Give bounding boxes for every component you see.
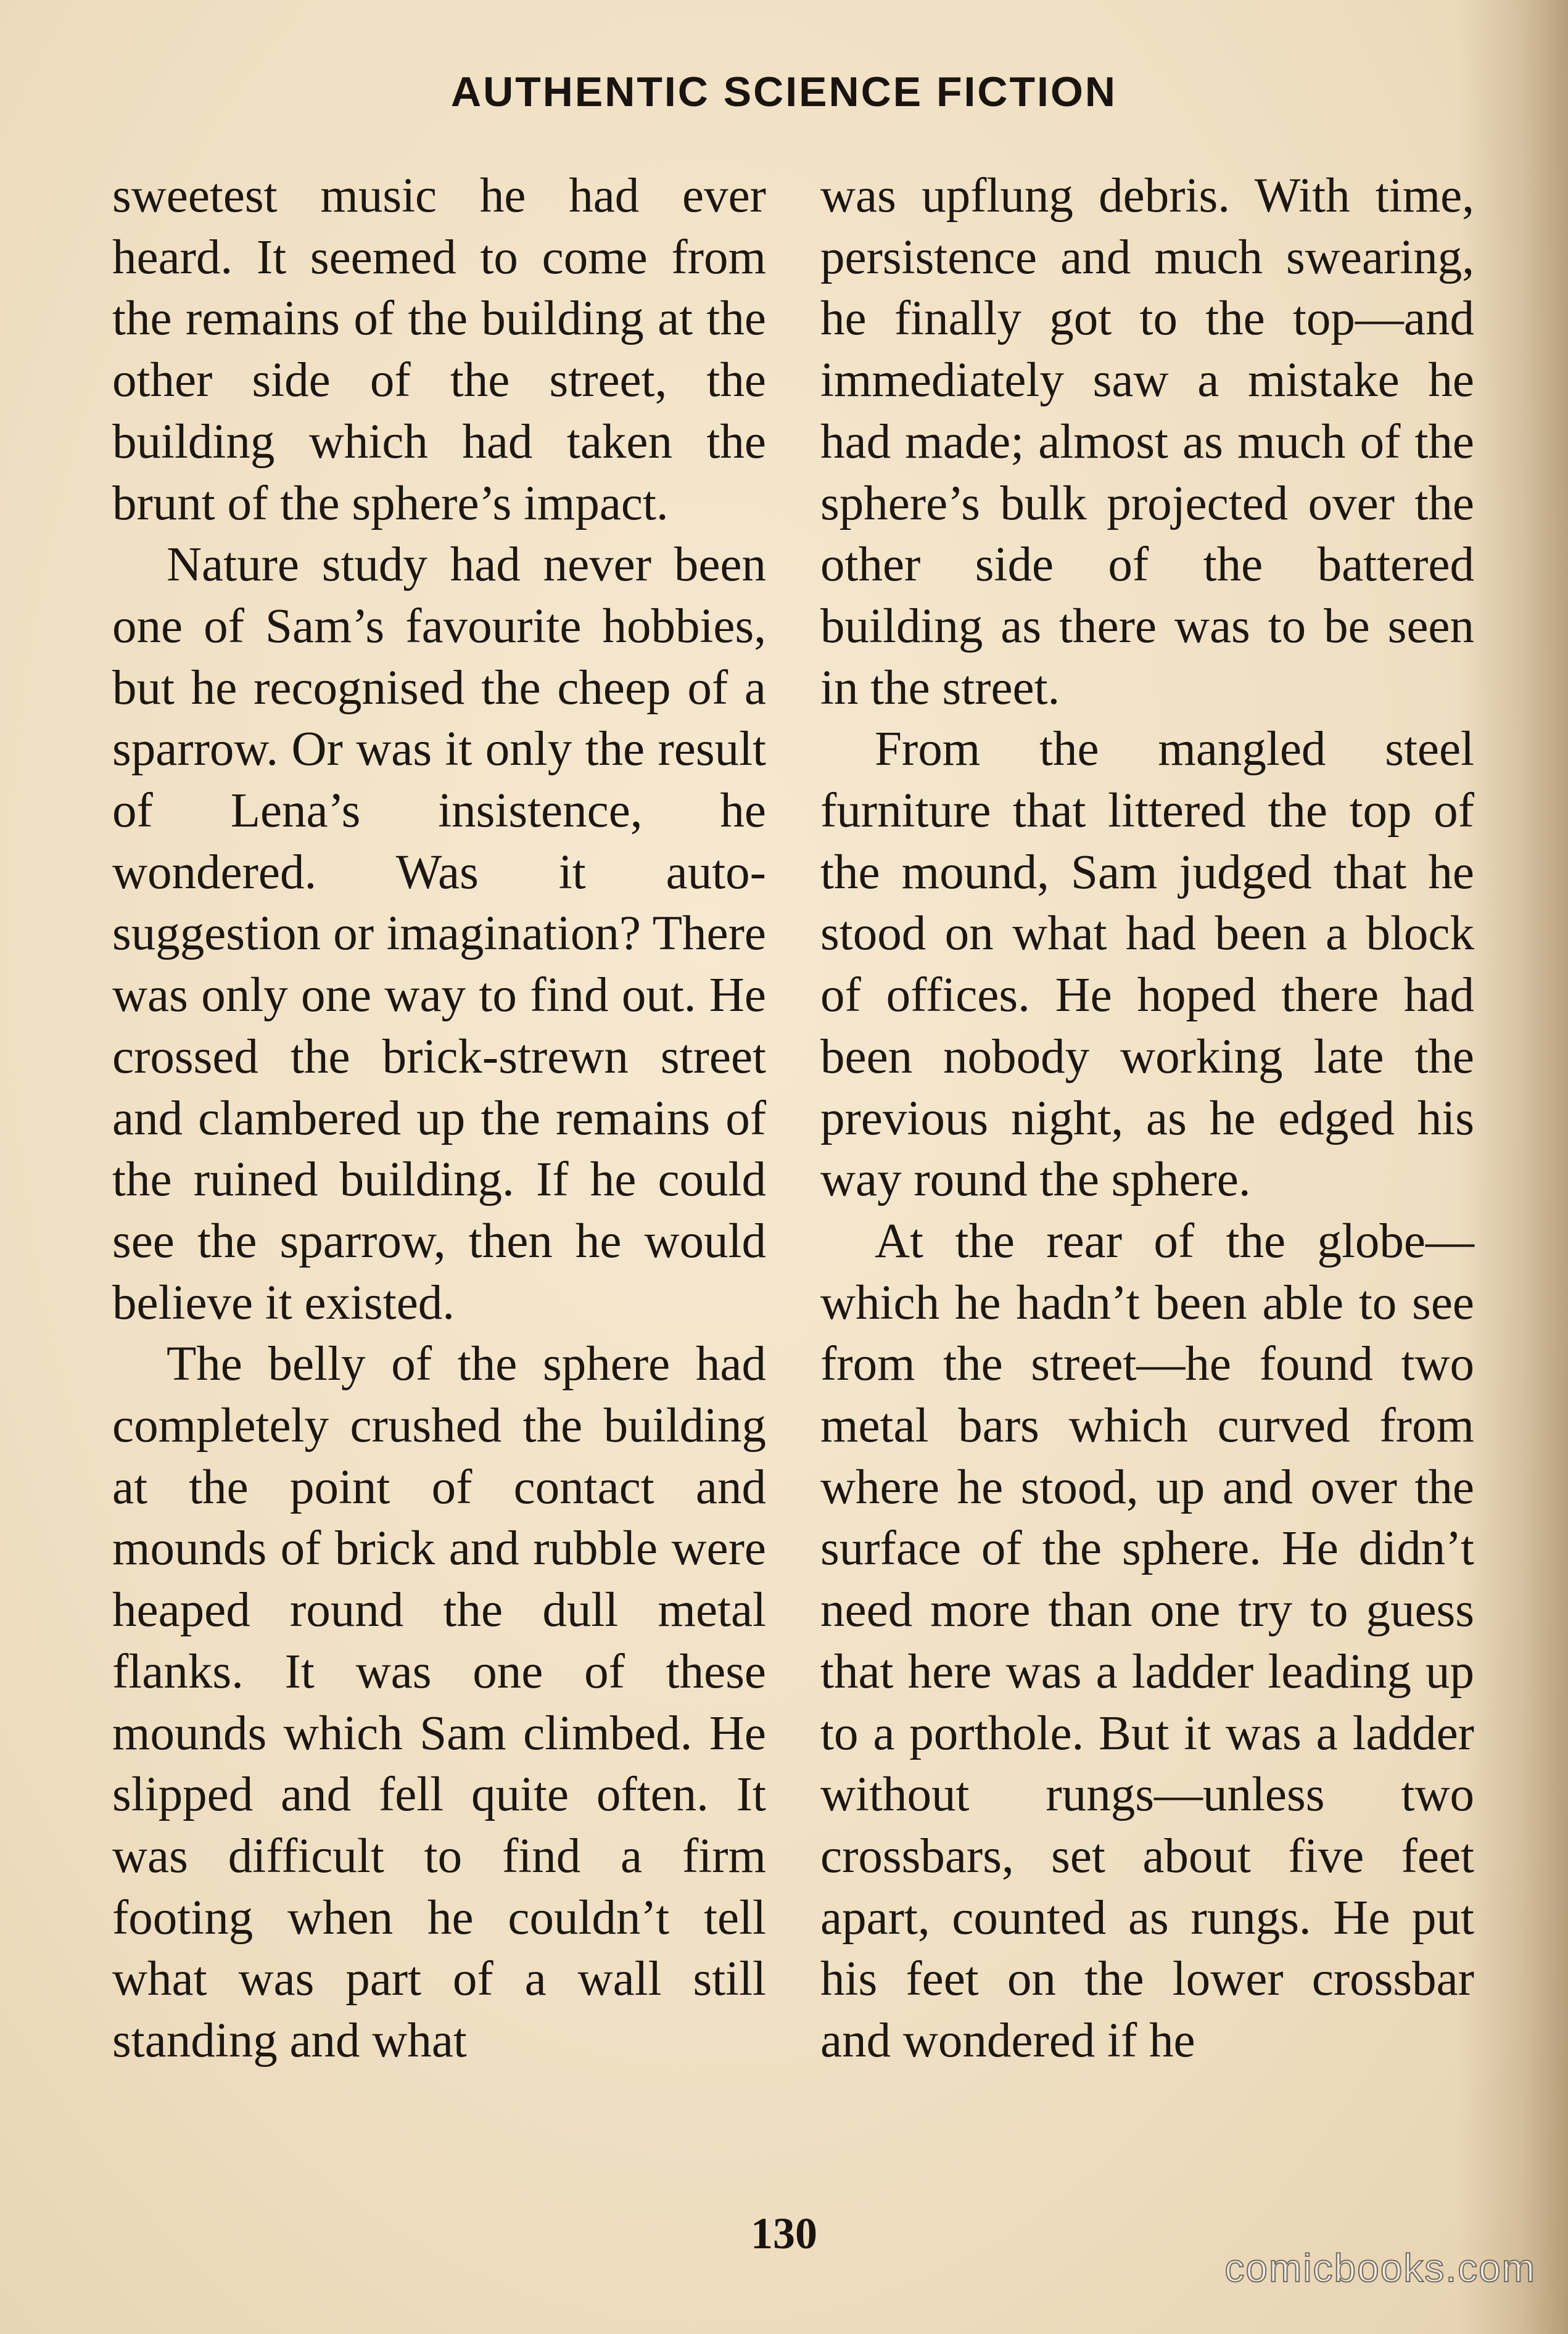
page-number: 130 xyxy=(751,2209,817,2258)
paragraph-continued: sweetest music he had ever heard. It seemed to come from the remains of the building at the other side of the street, the building which had taken the brunt of the sphere’s impact. xyxy=(112,169,766,530)
left-text-column xyxy=(112,165,766,2072)
paragraph: Nature study had never been one of Sam’s favourite hobbies, but he recognised the cheep of a sparrow. Or was it only the result of Lena’s insistence, he wondered. Was it auto-suggestion or imagination? There was only one way to find out. He crossed the brick-strewn street and clambered up the remains of the ruined building. If he could see the sparrow, then he would believe it existed. xyxy=(112,538,766,1330)
watermark: comicbooks.com xyxy=(1224,2246,1536,2290)
running-title: AUTHENTIC SCIENCE FICTION xyxy=(451,68,1117,115)
paragraph: From the mangled steel furniture that littered the top of the mound, Sam judged that he stood on what had been a block of offices. He hoped there had been nobody working late the previous night, as he edged his way round the sphere. xyxy=(820,722,1474,1207)
paragraph-continued: was upflung debris. With time, persistence and much swearing, he finally got to the top—and immediately saw a mistake he had made; almost as much of the sphere’s bulk projected over the other side of the battered building as there was to be seen in the street. xyxy=(820,169,1474,715)
right-text-column xyxy=(820,165,1474,2072)
paragraph: At the rear of the globe—which he hadn’t been able to see from the street—he found two metal bars which curved from where he stood, up and over the surface of the sphere. He didn’t need more than one try to guess that here was a ladder leading up to a porthole. But it was a ladder without rungs—unless two crossbars, set about five feet apart, counted as rungs. He put his feet on the lower crossbar and wondered if he xyxy=(820,1214,1474,2068)
paragraph: The belly of the sphere had completely crushed the building at the point of contact and mounds of brick and rubble were heaped round the dull metal flanks. It was one of these mounds which Sam climbed. He slipped and fell quite often. It was difficult to find a firm footing when he couldn’t tell what was part of a wall still standing and what xyxy=(112,1337,766,2068)
